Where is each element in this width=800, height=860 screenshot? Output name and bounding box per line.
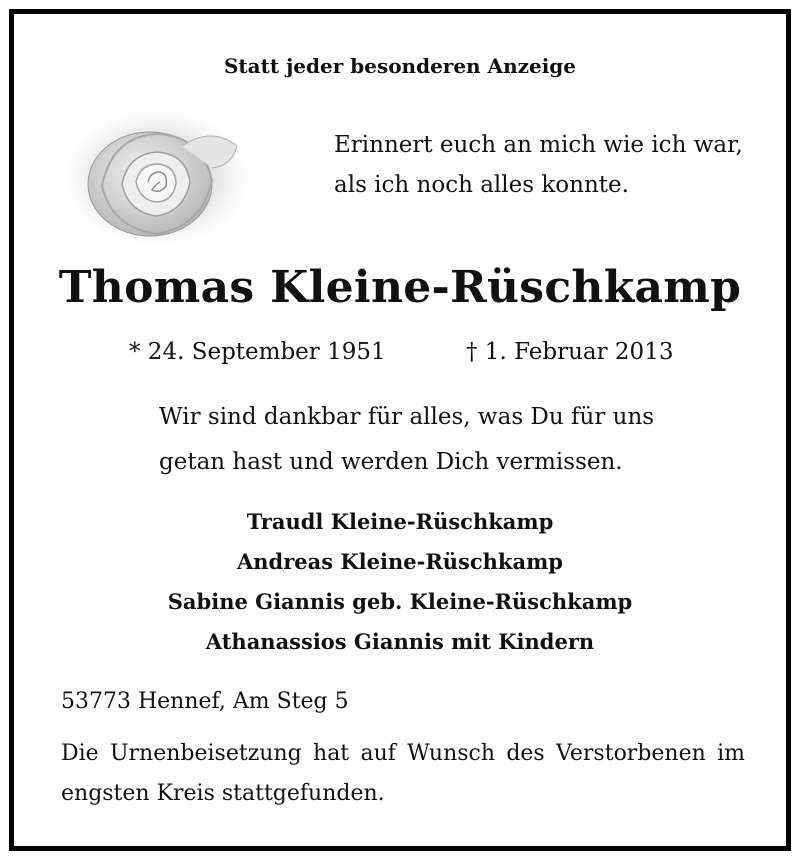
thanks-line-2: getan hast und werden Dich vermissen.: [159, 449, 623, 475]
death-date: † 1. Februar 2013: [466, 339, 674, 365]
quote-line-2: als ich noch alles konnte.: [334, 172, 629, 198]
obituary-notice: [9, 9, 791, 851]
family-member: Sabine Giannis geb. Kleine-Rüschkamp: [167, 589, 633, 614]
family-member: Traudl Kleine-Rüschkamp: [246, 509, 554, 534]
family-member: Athanassios Giannis mit Kindern: [205, 629, 595, 654]
burial-notice: Die Urnenbeisetzung hat auf Wunsch des Verstorbenen im engsten Kreis stattgefunden.: [61, 741, 745, 806]
quote-line-1: Erinnert euch an mich wie ich war,: [334, 132, 743, 158]
notice-header: Statt jeder besonderen Anzeige: [223, 54, 577, 78]
thanks-line-1: Wir sind dankbar für alles, was Du für uns: [159, 404, 655, 430]
birth-date: * 24. September 1951: [129, 339, 386, 365]
rose-icon: [62, 106, 252, 244]
decedent-name: Thomas Kleine-Rüschkamp: [58, 262, 742, 313]
family-member: Andreas Kleine-Rüschkamp: [237, 549, 563, 574]
address: 53773 Hennef, Am Steg 5: [61, 689, 349, 714]
